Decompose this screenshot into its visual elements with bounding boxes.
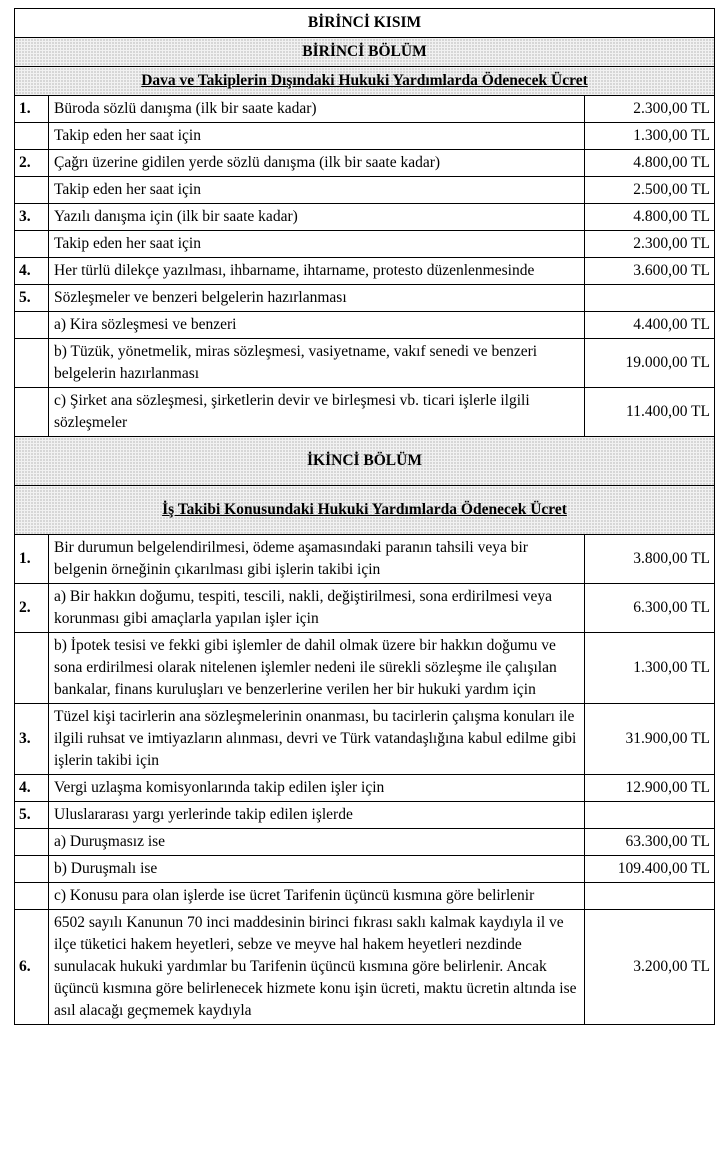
fee-row: [15, 829, 715, 856]
section1-subtitle-row: [15, 67, 715, 96]
fee-amount: 2.300,00 TL: [585, 231, 715, 258]
item-number: [15, 633, 49, 704]
fee-row: [15, 775, 715, 802]
item-description: Bir durumun belgelendirilmesi, ödeme aşamasındaki paranın tahsili veya bir belgenin örneğinin çıkarılması gibi işlerin takibi için: [49, 535, 585, 584]
item-description: b) Tüzük, yönetmelik, miras sözleşmesi, vasiyetname, vakıf senedi ve benzeri belgelerin hazırlanması: [49, 339, 585, 388]
item-description: Uluslararası yargı yerlerinde takip edilen işlerde: [49, 802, 585, 829]
fee-row: [15, 231, 715, 258]
fee-amount: 11.400,00 TL: [585, 388, 715, 437]
item-number: [15, 829, 49, 856]
section1-title: BİRİNCİ BÖLÜM: [15, 38, 715, 67]
item-description: Vergi uzlaşma komisyonlarında takip edilen işler için: [49, 775, 585, 802]
fee-row: [15, 535, 715, 584]
item-description: b) İpotek tesisi ve fekki gibi işlemler de dahil olmak üzere bir hakkın doğumu ve sona erdirilmesi olarak nitelenen işlemler nedeni ile sürekli sözleşme ile çalışılan bankalar, finans kuruluşları ve benzerlerine verilen her bir hukuki yardım için: [49, 633, 585, 704]
item-number: 1.: [15, 535, 49, 584]
fee-amount: 109.400,00 TL: [585, 856, 715, 883]
item-description: 6502 sayılı Kanunun 70 inci maddesinin birinci fıkrası saklı kalmak kaydıyla il ve ilçe tüketici hakem heyetleri, sebze ve meyve hal hakem heyetleri nezdinde sunulacak hukuki yardımlar bu Tarifenin üçüncü kısmına göre belirlenir. Ancak üçüncü kısmına göre belirlenecek hizmete konu işin ücreti, maktu ücretin altında ise asıl alacağı geçmemek kaydıyla: [49, 910, 585, 1025]
fee-row: [15, 258, 715, 285]
fee-row: [15, 285, 715, 312]
fee-amount: 12.900,00 TL: [585, 775, 715, 802]
fee-row: [15, 633, 715, 704]
item-number: 3.: [15, 704, 49, 775]
fee-amount: 1.300,00 TL: [585, 123, 715, 150]
fee-amount: 3.600,00 TL: [585, 258, 715, 285]
item-number: 2.: [15, 150, 49, 177]
section1-subtitle: Dava ve Takiplerin Dışındaki Hukuki Yardımlarda Ödenecek Ücret: [15, 67, 715, 96]
item-description: b) Duruşmalı ise: [49, 856, 585, 883]
item-description: c) Konusu para olan işlerde ise ücret Tarifenin üçüncü kısmına göre belirlenir: [49, 883, 585, 910]
fee-row: [15, 856, 715, 883]
item-number: [15, 388, 49, 437]
item-description: Yazılı danışma için (ilk bir saate kadar): [49, 204, 585, 231]
fee-row: [15, 339, 715, 388]
fee-row: [15, 584, 715, 633]
fee-row: [15, 883, 715, 910]
fee-amount: 3.200,00 TL: [585, 910, 715, 1025]
item-description: a) Bir hakkın doğumu, tespiti, tescili, nakli, değiştirilmesi, sona erdirilmesi veya korunması gibi amaçlarla yapılan işler için: [49, 584, 585, 633]
item-number: [15, 312, 49, 339]
fee-amount: 4.800,00 TL: [585, 204, 715, 231]
fee-amount: 2.300,00 TL: [585, 96, 715, 123]
fee-amount: 19.000,00 TL: [585, 339, 715, 388]
item-number: 2.: [15, 584, 49, 633]
item-description: c) Şirket ana sözleşmesi, şirketlerin devir ve birleşmesi vb. ticari işlerle ilgili sözleşmeler: [49, 388, 585, 437]
item-description: Takip eden her saat için: [49, 123, 585, 150]
item-number: 4.: [15, 775, 49, 802]
fee-row: [15, 204, 715, 231]
fee-amount: 6.300,00 TL: [585, 584, 715, 633]
fee-row: [15, 123, 715, 150]
item-number: 1.: [15, 96, 49, 123]
fee-row: [15, 177, 715, 204]
fee-row: [15, 910, 715, 1025]
item-description: Büroda sözlü danışma (ilk bir saate kadar): [49, 96, 585, 123]
item-number: [15, 177, 49, 204]
item-description: Çağrı üzerine gidilen yerde sözlü danışma (ilk bir saate kadar): [49, 150, 585, 177]
item-number: [15, 231, 49, 258]
fee-row: [15, 96, 715, 123]
fee-amount: 4.800,00 TL: [585, 150, 715, 177]
item-description: a) Duruşmasız ise: [49, 829, 585, 856]
item-number: 3.: [15, 204, 49, 231]
fee-row: [15, 704, 715, 775]
item-number: [15, 123, 49, 150]
section2-title: İKİNCİ BÖLÜM: [15, 437, 715, 486]
fee-amount: 31.900,00 TL: [585, 704, 715, 775]
item-number: [15, 856, 49, 883]
fee-amount: 3.800,00 TL: [585, 535, 715, 584]
section1-title-row: [15, 38, 715, 67]
fee-amount: 1.300,00 TL: [585, 633, 715, 704]
item-number: 6.: [15, 910, 49, 1025]
fee-amount: 2.500,00 TL: [585, 177, 715, 204]
item-number: [15, 339, 49, 388]
fee-amount: [585, 883, 715, 910]
fee-table-body: [15, 9, 715, 1025]
fee-amount: 63.300,00 TL: [585, 829, 715, 856]
fee-tariff-table: [14, 8, 715, 1025]
fee-row: [15, 312, 715, 339]
fee-row: [15, 802, 715, 829]
item-description: Takip eden her saat için: [49, 177, 585, 204]
part-title: BİRİNCİ KISIM: [15, 9, 715, 38]
item-number: 4.: [15, 258, 49, 285]
item-number: [15, 883, 49, 910]
section2-title-row: [15, 437, 715, 486]
item-description: Takip eden her saat için: [49, 231, 585, 258]
item-number: 5.: [15, 802, 49, 829]
fee-row: [15, 150, 715, 177]
item-description: Sözleşmeler ve benzeri belgelerin hazırlanması: [49, 285, 585, 312]
section2-subtitle: İş Takibi Konusundaki Hukuki Yardımlarda Ödenecek Ücret: [15, 486, 715, 535]
fee-row: [15, 388, 715, 437]
section2-subtitle-row: [15, 486, 715, 535]
item-number: 5.: [15, 285, 49, 312]
item-description: a) Kira sözleşmesi ve benzeri: [49, 312, 585, 339]
item-description: Her türlü dilekçe yazılması, ihbarname, ihtarname, protesto düzenlenmesinde: [49, 258, 585, 285]
part-title-row: [15, 9, 715, 38]
item-description: Tüzel kişi tacirlerin ana sözleşmelerinin onanması, bu tacirlerin çalışma konuları ile ilgili ruhsat ve imtiyazların alınması, devri ve Türk vatandaşlığına kabul edilme gibi işlerin takibi için: [49, 704, 585, 775]
fee-amount: [585, 285, 715, 312]
fee-amount: [585, 802, 715, 829]
fee-amount: 4.400,00 TL: [585, 312, 715, 339]
